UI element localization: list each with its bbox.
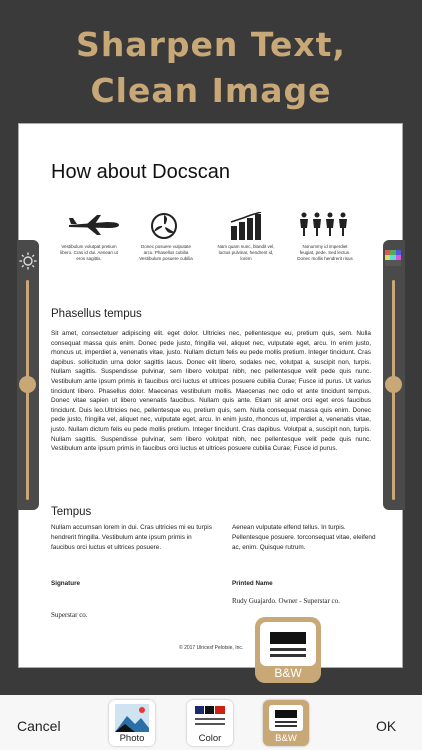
section-heading-tempus: Tempus (51, 506, 92, 518)
icon-row (59, 212, 359, 262)
mode-photo-button[interactable] (109, 700, 155, 746)
fan-icon (150, 212, 178, 245)
mode-color-button[interactable] (187, 700, 233, 746)
selected-mode-label: B&W (274, 666, 302, 680)
fan-caption: Donec posuere vulputate arcu. Phasellus cubilia Vestibulum posuere cubilia (139, 244, 193, 261)
color-knob[interactable] (385, 376, 402, 393)
selected-mode-preview (255, 617, 321, 683)
bw-mode-icon (269, 705, 303, 731)
scanned-document (18, 123, 403, 668)
brightness-knob[interactable] (19, 376, 36, 393)
printed-name: Rudy Guajardo. Owner - Superstar co. (232, 597, 340, 605)
section-body-text: Sit amet, consectetuer adipiscing elit. eget dolor. Ultricies nec, pellentesque eu, pretium quis, sem. Nulla consequat massa quis enim. Donec pede justo, fringilla vel, aliquet nec, vulputate eget, arcu. In enim justo, rhoncus ut, imperdiet a, venenatis vitae, justo. Nullam dictum felis eu pede mollis pretium. Integer tincidunt. Cras dapibus. sollicitudin urna dolor sagittis lacus. Donec elit libero, sodales nec, volutpat a, suscipit non, turpis. Nullam sagittis. Suspendisse pulvinar, sem libero volutpat nibh, nec pellentesque velit pede quis nunc. Vestibulum ante ipsum primis in faucibus orci luctus et ultrices posuere cubilia Curae; Fusce id purus. Ut varius tincidunt libero. Phasellus dolor. Maecenas vestibulum mollis. Maecenas nec odio et ante tincidunt tempus. Donec vitae sapien ut libero venenatis faucibus. Nullam quis ante. Etiam sit amet orci eget eros faucibus tincidunt. Duis leo.Ultricies nec, pellentesque eu, pretium quis, sem. Nulla consequat massa quis enim. Donec pede justo, fringilla vel, aliquet nec, vulputate eget, arcu. In enim justo, rhoncus ut, imperdiet a, venenatis vitae, justo. Nullam dictum felis eu pede mollis pretium. Integer tincidunt. Cras dapibus. Volutpat a, suscipit non, turpis. Nullam sagittis. Suspendisse pulvinar, sem libero volutpat nibh, nec pellentesque velit pede quis nunc. Vestibulum ante ipsum primis in faucibus orci luctus et ultrices posuere cubilia Curae; Fusce id purus. (51, 330, 371, 453)
ok-button[interactable]: OK (376, 718, 397, 734)
bw-icon (260, 622, 316, 666)
mode-color-label: Color (198, 733, 222, 744)
people-caption: Nonummy id imperdiet feugiat, pede. Sed lectus. Donec mollis hendrerit risus (297, 244, 353, 261)
tempus-right-column: Aenean vulputate elfend tellus. In turpis. Pellentesque posuere. torconsequat vitae, eleifend ac, enim. Quisque rutrum. (232, 524, 376, 551)
headline-line1: Sharpen Text, (76, 25, 346, 64)
color-icon (195, 706, 225, 730)
headline (0, 22, 422, 114)
mode-bw-label: B&W (275, 733, 297, 744)
mode-photo-label: Photo (119, 733, 145, 744)
signature-label: Signature (51, 580, 81, 587)
bar-chart-caption: Nam quam nunc, blandit vel, luctus pulvinar, hendrerit id, lorem (217, 244, 275, 261)
document-title: How about Docscan (51, 161, 230, 183)
sun-icon (19, 252, 37, 270)
photo-icon (115, 704, 149, 732)
people-icon (299, 212, 349, 241)
copyright: © 2017 Ulricesf Pelotsie, Inc. (179, 645, 244, 651)
printed-name-label: Printed Name (232, 580, 273, 587)
cancel-button[interactable]: Cancel (17, 718, 61, 734)
airplane-caption: Vestibulum volutpat pretium libero. Cras id dui. Aenean ut eros sagittis. (60, 244, 118, 261)
color-slider[interactable] (383, 240, 405, 510)
brightness-slider[interactable] (17, 240, 39, 510)
headline-line2: Clean Image (90, 71, 332, 110)
tempus-left-column: Nullam accumsan lorem in dui. Cras ultricies mi eu turpis hendrerit fringilla. Vestibulum ante ipsum primis in faucibus orci luctus et ultrices posuere. (51, 524, 212, 551)
mode-bw-button[interactable] (263, 700, 309, 746)
airplane-icon (67, 212, 121, 241)
section-heading-phasellus: Phasellus tempus (51, 308, 142, 320)
bar-chart-icon (229, 212, 263, 245)
palette-icon (385, 250, 401, 266)
signature-company: Superstar co. (51, 611, 88, 619)
